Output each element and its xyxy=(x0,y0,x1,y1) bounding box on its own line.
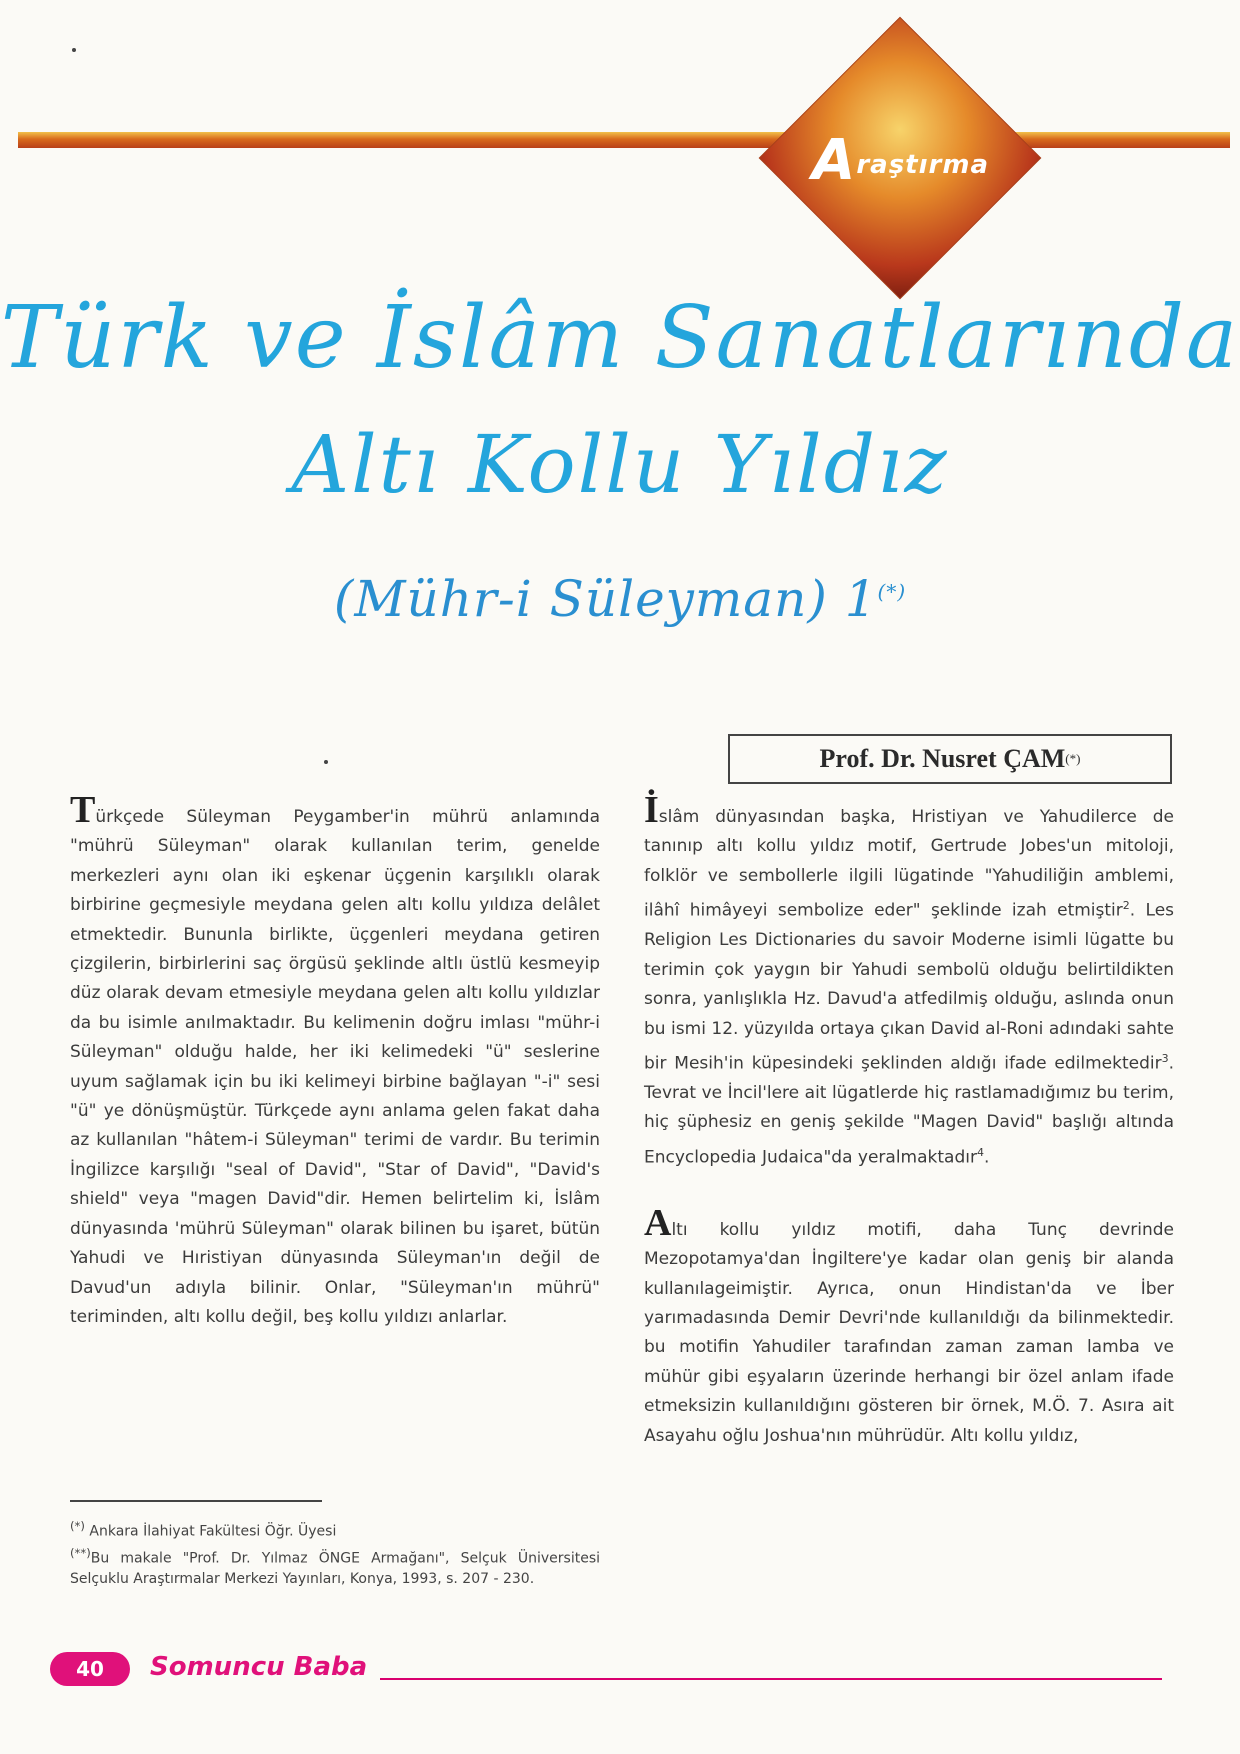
author-name: Prof. Dr. Nusret ÇAM xyxy=(819,744,1066,773)
author-mark: (*) xyxy=(1065,751,1081,766)
article-title-line1: Türk ve İslâm Sanatlarında xyxy=(0,288,1240,388)
text-segment: slâm dünyasından başka, Hristiyan ve Yahudilerce de tanınıp altı kollu yıldız motif, Gertrude Jobes'un mitoloji, folklör ve sembollerle ilgili lügatinde "Yahudiliğin amblemi, ilâhî himâyeyi sembolize eder" şeklinde izah etmiştir xyxy=(644,807,1174,921)
footer-rule xyxy=(380,1678,1162,1680)
dropcap: A xyxy=(644,1201,672,1244)
article-subtitle-text: (Mühr-i Süleyman) 1 xyxy=(333,570,878,628)
left-paragraph-text: ürkçede Süleyman Peygamber'in mührü anlamında "mührü Süleyman" olarak kullanılan terim, genelde merkezleri aynı olan iki eşkenar üçgenin karşılıklı olarak birbirine geçmesiyle meydana gelen altı kollu yıldıza delâlet etmektedir. Bununla birlikte, üçgenleri meydana getiren çizgilerin, birbirlerini saç örgüsü şeklinde altlı üstlü kesmeyip düz olarak devam etmesiyle meydana gelen altı kollu yıldızlar da bu isimle anılmaktadır. Bu kelimenin doğru imlası "mühr-i Süleyman" olduğu halde, her iki kelimedeki "ü" seslerine uyum sağlamak için bu iki kelimeyi birbine bağlayan "-i" sesi "ü" ye dönüşmüştür. Türkçede aynı anlama gelen fakat daha az kullanılan "hâtem-i Süleyman" terimi de vardır. Bu terimin İngilizce karşılığı "seal of David", "Star of David", "David's shield" veya "magen David"dir. Hemen belirtelim ki, İslâm dünyasında 'mührü Süleyman" olarak bilinen bu işaret, bütün Yahudi ve Hıristiyan dünyasında Süleyman'ın değil de Davud'un adıyla bilinir. Onlar, "Süleyman'ın mührü" teriminden, altı kollu değil, beş kollu yıldızı anlarlar. xyxy=(70,807,600,1327)
footnote-text: Bu makale "Prof. Dr. Yılmaz ÖNGE Armağanı", Selçuk Üniversitesi Selçuklu Araştırmalar Merkezi Yayınları, Konya, 1993, s. 207 - 230. xyxy=(70,1550,600,1588)
article-title-line2: Altı Kollu Yıldız xyxy=(291,418,949,511)
section-label-rest: raştırma xyxy=(856,150,989,180)
right-paragraph-1 xyxy=(644,789,1175,1173)
footnote-1 xyxy=(70,1516,600,1543)
article-subtitle-mark: (*) xyxy=(877,579,907,604)
footnote-ref-3: 3 xyxy=(1161,1051,1169,1065)
footnote-mark: (**) xyxy=(70,1545,91,1560)
text-segment: . Les Religion Les Dictionaries du savoir Moderne isimli lügatte bu terimin çok yaygın bir Yahudi sembolü olduğu belirtildikten sonra, yanlışlıkla Hz. Davud'a atfedilmiş olduğu, aslında onun bu ismi 12. yüzyılda ortaya çıkan David al-Roni adındaki sahte bir Mesih'in küpesindeki şeklinden aldığı ifade edilmektedir xyxy=(644,900,1175,1074)
article-subtitle xyxy=(0,570,1240,628)
magazine-name: Somuncu Baba xyxy=(150,1652,368,1682)
footnote-text: Ankara İlahiyat Fakültesi Öğr. Üyesi xyxy=(84,1523,337,1540)
footnote-ref-2: 2 xyxy=(1122,899,1130,913)
right-paragraph-2 xyxy=(644,1201,1174,1451)
page-number: 40 xyxy=(50,1652,130,1686)
text-segment: ltı kollu yıldız motifi, daha Tunç devrinde Mezopotamya'dan İngiltere'ye kadar olan geniş bir alanda kullanılageimiştir. Ayrıca, onun Hindistan'da ve İber yarımadasında Demir Devri'nde kullanıldığı da bilinmektedir. bu motifin Yahudiler tarafından zaman zaman lamba ve mühür gibi eşyaların üzerinde herhangi bir özel anlam ifade etmeksizin kullanıldığını gösteren bir örnek, M.Ö. 7. Asıra ait Asayahu oğlu Joshua'nın mührüdür. Altı kollu yıldız, xyxy=(644,1219,1174,1446)
section-label xyxy=(812,128,989,193)
author-box xyxy=(728,734,1172,784)
text-segment: . xyxy=(983,1147,990,1168)
left-column xyxy=(70,789,600,1332)
left-paragraph xyxy=(70,789,600,1332)
footnote-mark: (*) xyxy=(70,1519,85,1533)
footnote-divider xyxy=(70,1500,322,1502)
section-label-initial: A xyxy=(812,128,857,193)
text-segment: . Tevrat ve İncil'lere ait lügatlerde hiç rastlamadığımız bu terim, hiç şüphesiz en geniş şekilde "Magen David" başlığı altında Encyclopedia Judaica"da yeralmaktadır xyxy=(644,1053,1174,1168)
header-banner-line xyxy=(18,132,1230,148)
footnote-2 xyxy=(70,1543,600,1591)
dropcap: T xyxy=(70,789,96,831)
dropcap: İ xyxy=(644,789,659,831)
decorative-dot xyxy=(324,760,328,764)
decorative-dot xyxy=(72,48,76,52)
right-column xyxy=(644,789,1175,1451)
footnote-ref-4: 4 xyxy=(976,1145,984,1159)
footnotes xyxy=(70,1516,600,1590)
